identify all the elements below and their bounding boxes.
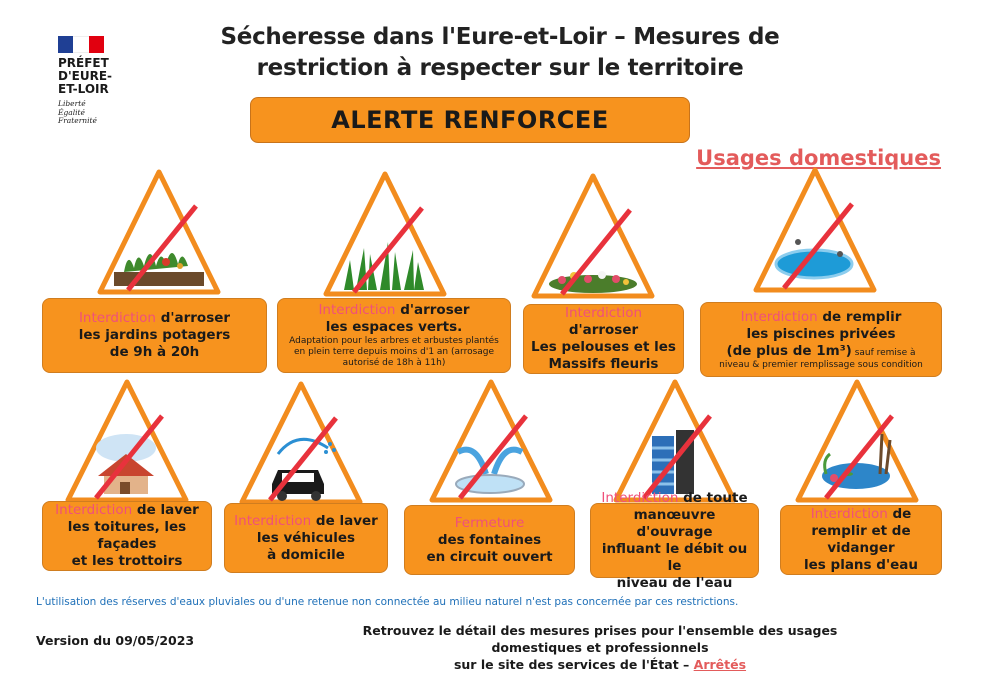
- measure-action: de: [887, 506, 912, 522]
- measure-keyword: Interdiction: [740, 308, 818, 325]
- measure-line3: en circuit ouvert: [426, 548, 553, 565]
- measure-fountains: [404, 505, 575, 575]
- measure-keyword: Interdiction: [601, 489, 679, 506]
- measure-pools: [700, 302, 942, 377]
- measure-water-works: [590, 489, 759, 591]
- measure-action: d'arroser: [156, 310, 231, 326]
- footer-line1: Retrouvez le détail des mesures prises pour l'ensemble des usages domestiques et professionnels: [362, 623, 838, 655]
- footer-line2: sur le site des services de l'État –: [453, 657, 694, 672]
- measure-action: de remplir: [817, 308, 902, 325]
- warning-triangle-flower-bed: [530, 172, 656, 300]
- measure-keyword: Interdiction: [810, 506, 888, 522]
- measure-line3: et les trottoirs: [71, 553, 183, 569]
- measure-keyword: Interdiction: [55, 502, 133, 518]
- warning-triangle-fountain: [428, 378, 554, 504]
- measure-vegetable-garden: [42, 298, 267, 373]
- measure-line3: de 9h à 20h: [109, 344, 200, 360]
- measure-line2: des fontaines: [437, 531, 542, 548]
- measure-line2: remplir et de vidanger: [811, 523, 911, 556]
- measure-line3: les plans d'eau: [804, 557, 918, 573]
- measure-vehicles: [224, 503, 388, 573]
- measure-line2: manœuvre d'ouvrage: [633, 506, 716, 540]
- measure-detail: Adaptation pour les arbres et arbustes plantés en plein terre depuis moins d'1 an (arrosage autorisé de 18h à 11h): [289, 336, 499, 368]
- prefecture-name: PRÉFET D'EURE- ET-LOIR: [58, 56, 112, 96]
- measure-lawns: [523, 304, 684, 374]
- measure-roofs: [42, 501, 212, 571]
- warning-triangle-grass: [322, 170, 448, 298]
- measure-ponds: [780, 505, 942, 575]
- measure-line3: Massifs fleuris: [548, 356, 659, 372]
- measure-line2: les jardins potagers: [78, 327, 231, 343]
- measure-line3: à domicile: [267, 546, 345, 563]
- measure-keyword: Interdiction: [564, 305, 643, 321]
- measure-detail-inline: sauf remise à: [851, 347, 916, 358]
- warning-triangle-pond: [794, 378, 920, 504]
- prefecture-logo: [58, 36, 138, 126]
- french-flag-icon: [58, 36, 104, 53]
- measure-action: de toute: [678, 489, 748, 506]
- warning-triangle-car: [238, 380, 364, 506]
- measure-action: de laver: [311, 512, 378, 529]
- version-date: Version du 09/05/2023: [36, 633, 195, 648]
- section-title: Usages domestiques: [696, 146, 941, 170]
- measure-detail: niveau & premier remplissage sous condition: [719, 359, 923, 370]
- republic-motto: Liberté Égalité Fraternité: [58, 99, 97, 125]
- measure-line3: influant le débit ou le: [601, 540, 748, 574]
- measure-action: d'arroser: [568, 322, 639, 338]
- alert-level-banner: ALERTE RENFORCEE: [250, 97, 690, 143]
- measure-line2: les espaces verts.: [325, 319, 463, 335]
- measure-line4: niveau de l'eau: [616, 574, 733, 591]
- measure-line3: (de plus de 1m³): [726, 342, 852, 359]
- footer-detail: [330, 622, 870, 673]
- warning-triangle-weir: [612, 378, 738, 504]
- measure-keyword: Interdiction: [78, 310, 156, 326]
- measure-line2: Les pelouses et les: [531, 339, 676, 355]
- measure-action: d'arroser: [395, 302, 470, 318]
- measure-keyword: Interdiction: [318, 302, 396, 318]
- warning-triangle-pool: [752, 166, 878, 294]
- measure-green-spaces: [277, 298, 511, 373]
- arretes-link[interactable]: Arrêtés: [693, 657, 747, 672]
- measure-keyword: Fermeture: [454, 514, 525, 531]
- rainwater-note: L'utilisation des réserves d'eaux pluviales ou d'une retenue non connectée au milieu naturel n'est pas concernée par ces restrictions.: [36, 596, 739, 608]
- warning-triangle-vegetable-garden: [96, 168, 222, 296]
- page-title: Sécheresse dans l'Eure-et-Loir – Mesures de restriction à respecter sur le territoire: [220, 24, 780, 81]
- measure-action: de laver: [132, 502, 199, 518]
- measure-line2: les véhicules: [256, 529, 356, 546]
- measure-keyword: Interdiction: [234, 512, 312, 529]
- warning-triangle-roof: [64, 378, 190, 504]
- measure-line2: les toitures, les façades: [67, 519, 187, 552]
- measure-line2: les piscines privées: [746, 325, 896, 342]
